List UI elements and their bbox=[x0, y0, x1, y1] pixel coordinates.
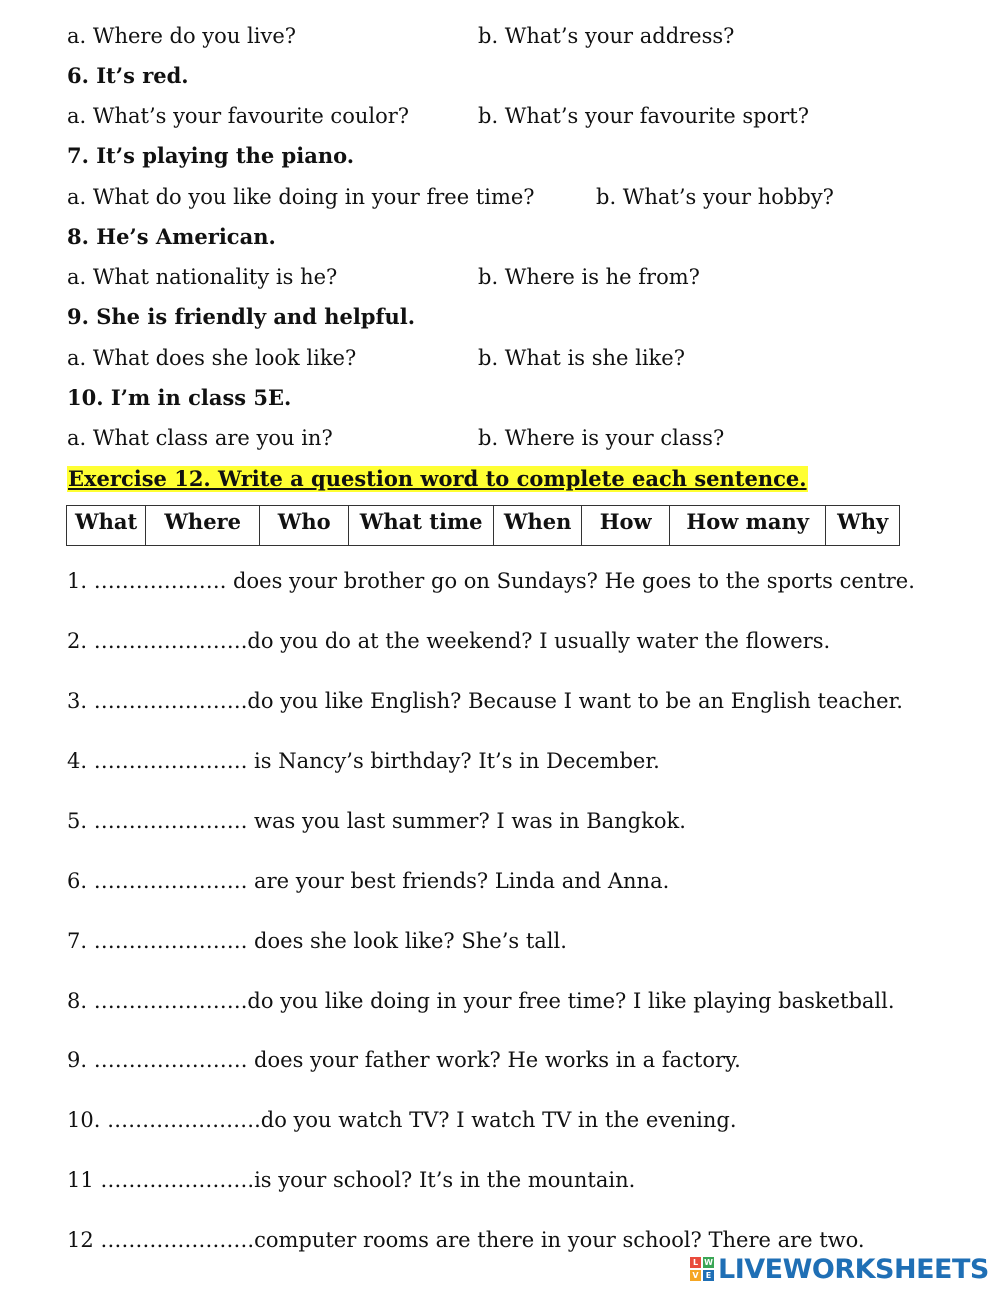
word-when: When bbox=[494, 506, 582, 546]
option-a-6: a. What’s your favourite coulor? bbox=[67, 104, 410, 128]
option-a-10: a. What class are you in? bbox=[67, 426, 333, 450]
option-a-5: a. Where do you live? bbox=[67, 24, 297, 48]
word-what: What bbox=[67, 506, 146, 546]
word-what-time: What time bbox=[349, 506, 494, 546]
option-b-10: b. Where is your class? bbox=[478, 426, 725, 450]
question-11[interactable]: 11 ………………….is your school? It’s in the mountain. bbox=[67, 1168, 636, 1192]
question-12[interactable]: 12 ………………….computer rooms are there in your school? There are two. bbox=[67, 1228, 865, 1252]
option-b-6: b. What’s your favourite sport? bbox=[478, 104, 809, 128]
question-4[interactable]: 4. …………………. is Nancy’s birthday? It’s in December. bbox=[67, 749, 660, 773]
question-7[interactable]: 7. …………………. does she look like? She’s tall. bbox=[67, 929, 567, 953]
option-a-9: a. What does she look like? bbox=[67, 346, 357, 370]
question-9[interactable]: 9. …………………. does your father work? He works in a factory. bbox=[67, 1048, 741, 1072]
word-where: Where bbox=[146, 506, 260, 546]
option-a-7: a. What do you like doing in your free time? bbox=[67, 185, 535, 209]
question-6[interactable]: 6. …………………. are your best friends? Linda and Anna. bbox=[67, 869, 670, 893]
logo-mark-cell: V bbox=[690, 1270, 701, 1281]
question-2[interactable]: 2. ………………….do you do at the weekend? I usually water the flowers. bbox=[67, 629, 831, 653]
word-why: Why bbox=[826, 506, 900, 546]
option-a-8: a. What nationality is he? bbox=[67, 265, 338, 289]
question-word-box bbox=[66, 505, 900, 546]
option-b-8: b. Where is he from? bbox=[478, 265, 700, 289]
question-8[interactable]: 8. ………………….do you like doing in your free time? I like playing basketball. bbox=[67, 989, 895, 1013]
item-answer-9: 9. She is friendly and helpful. bbox=[67, 304, 416, 329]
option-b-7: b. What’s your hobby? bbox=[596, 185, 834, 209]
option-b-5: b. What’s your address? bbox=[478, 24, 735, 48]
liveworksheets-logo[interactable] bbox=[690, 1252, 989, 1286]
liveworksheets-logo-icon bbox=[690, 1257, 714, 1281]
item-answer-8: 8. He’s American. bbox=[67, 224, 276, 249]
logo-mark-cell: W bbox=[704, 1258, 713, 1267]
question-5[interactable]: 5. …………………. was you last summer? I was in Bangkok. bbox=[67, 809, 686, 833]
question-3[interactable]: 3. ………………….do you like English? Because I want to be an English teacher. bbox=[67, 689, 903, 713]
item-answer-7: 7. It’s playing the piano. bbox=[67, 143, 355, 168]
item-answer-10: 10. I’m in class 5E. bbox=[67, 385, 292, 410]
question-1[interactable]: 1. ………………. does your brother go on Sundays? He goes to the sports centre. bbox=[67, 569, 915, 593]
word-how: How bbox=[582, 506, 670, 546]
word-how-many: How many bbox=[670, 506, 826, 546]
option-b-9: b. What is she like? bbox=[478, 346, 685, 370]
question-10[interactable]: 10. ………………….do you watch TV? I watch TV in the evening. bbox=[67, 1108, 737, 1132]
logo-mark-cell: E bbox=[703, 1270, 714, 1281]
word-who: Who bbox=[260, 506, 349, 546]
exercise-12-title: Exercise 12. Write a question word to complete each sentence. bbox=[68, 466, 807, 491]
liveworksheets-logo-text: LIVEWORKSHEETS bbox=[718, 1253, 989, 1285]
logo-mark-cell: L bbox=[690, 1257, 701, 1268]
item-answer-6: 6. It’s red. bbox=[67, 63, 189, 88]
